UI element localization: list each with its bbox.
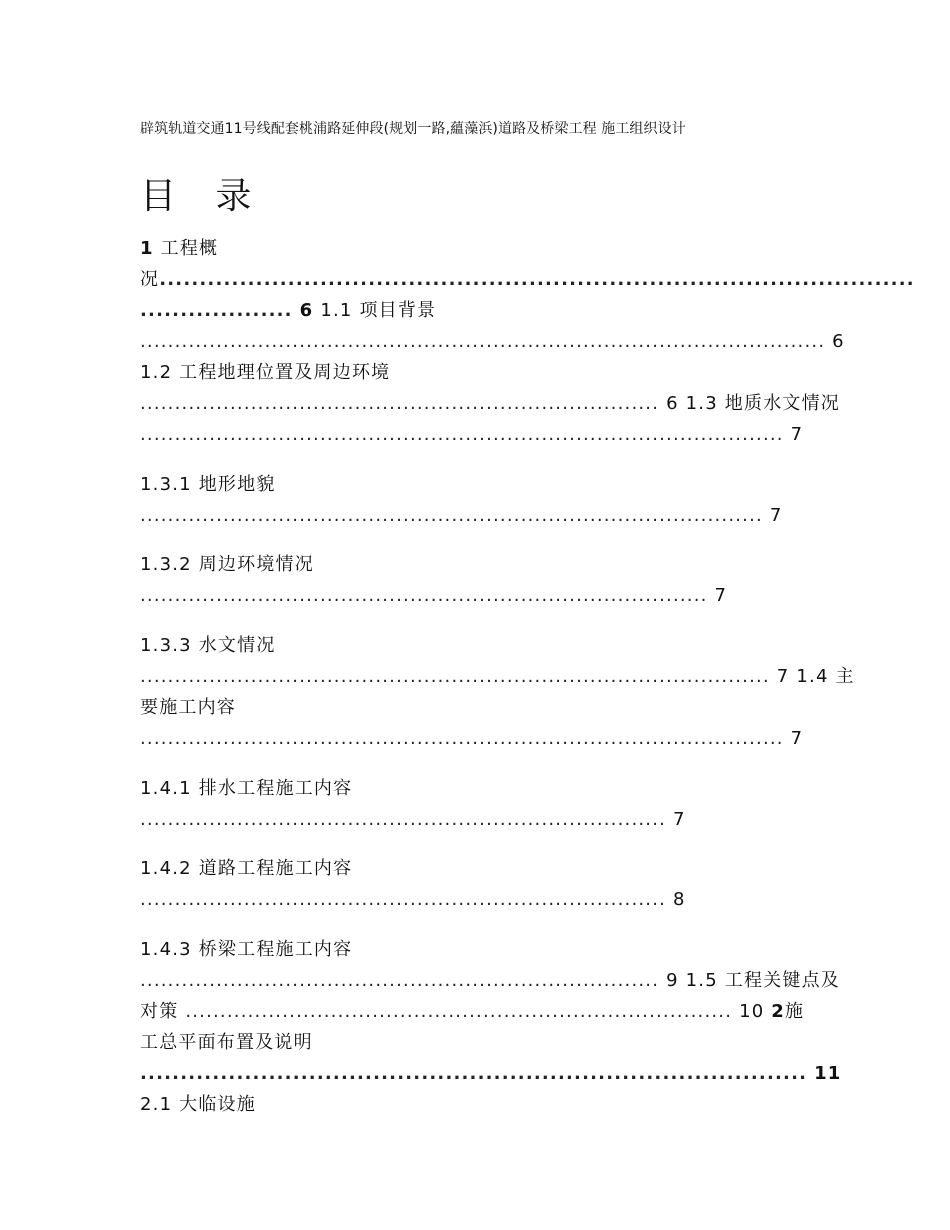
toc-page-number[interactable]: 7 <box>769 505 783 526</box>
toc-entry-label[interactable]: 1.1 项目背景 <box>320 300 437 321</box>
toc-entry-label[interactable]: 1.3.3 水文情况 <box>140 635 276 656</box>
toc-page-number[interactable]: 7 <box>714 585 728 606</box>
toc-line <box>140 473 276 497</box>
toc-line <box>140 938 352 962</box>
toc-line <box>140 423 803 447</box>
toc-line <box>140 665 855 689</box>
leader-dots: ............................................................................ <box>140 889 667 910</box>
toc-entry-label[interactable]: 1.2 工程地理位置及周边环境 <box>140 362 391 383</box>
toc-line <box>140 634 276 658</box>
toc-line <box>140 808 686 832</box>
toc-entry-label[interactable]: 况 <box>140 269 160 290</box>
toc-chapter-number: 1 <box>140 238 154 259</box>
toc-line <box>140 888 686 912</box>
toc-entry-label[interactable]: 工总平面布置及说明 <box>140 1032 313 1053</box>
toc-line <box>140 584 727 608</box>
toc-page-number[interactable]: 6 <box>666 393 679 414</box>
toc-line <box>140 857 352 881</box>
toc-entry-label[interactable]: 1.4.1 排水工程施工内容 <box>140 778 353 799</box>
toc-page-number[interactable]: 9 <box>666 970 679 991</box>
toc-entry-label[interactable]: 施 <box>785 1001 805 1022</box>
toc-line <box>140 1093 256 1117</box>
leader-dots: ............................................................................................. <box>140 728 784 749</box>
toc-entry-label[interactable]: 1.5 工程关键点及 <box>685 970 840 991</box>
toc-page-number[interactable]: 6 <box>832 331 845 352</box>
toc-page-number[interactable]: 8 <box>672 889 686 910</box>
toc-line <box>140 299 436 323</box>
leader-dots: ............................................................................................. <box>140 424 784 445</box>
leader-dots: ........................................................................... <box>140 970 660 991</box>
toc-line <box>140 1000 804 1024</box>
toc-title: 目 录 <box>140 176 266 217</box>
toc-line <box>140 969 840 993</box>
toc-entry-label[interactable]: 1.3.1 地形地貌 <box>140 474 276 495</box>
toc-entry-label[interactable]: 2.1 大临设施 <box>140 1094 256 1115</box>
toc-page-number[interactable]: 6 <box>299 300 314 321</box>
leader-dots: ........................................................................................... <box>140 666 770 687</box>
toc-page-number[interactable]: 10 <box>739 1001 765 1022</box>
toc-line <box>140 1031 313 1055</box>
leader-dots: .............................................................................................. <box>159 269 915 290</box>
toc-line <box>140 237 218 261</box>
toc-entry-label[interactable]: 1.3 地质水文情况 <box>685 393 840 414</box>
toc-line <box>140 504 783 528</box>
toc-line <box>140 696 236 720</box>
toc-entry-label[interactable]: 1.3.2 周边环境情况 <box>140 554 314 575</box>
toc-line <box>140 777 352 801</box>
toc-page-number[interactable]: 11 <box>814 1063 842 1084</box>
leader-dots: .......................................................................................... <box>140 505 763 526</box>
toc-page-number[interactable]: 7 <box>790 424 804 445</box>
leader-dots: ............................................................................ <box>140 809 667 830</box>
toc-line <box>140 361 390 385</box>
leader-dots: ................... <box>140 300 293 321</box>
toc-page-number[interactable]: 7 <box>776 666 790 687</box>
toc-entry-label[interactable]: 要施工内容 <box>140 697 236 718</box>
toc-chapter-number: 2 <box>771 1001 786 1022</box>
leader-dots: ........................................................................... <box>140 393 660 414</box>
leader-dots: ................................................................................... <box>140 1063 808 1084</box>
page-header: 辟筑轨道交通11号线配套桃浦路延伸段(规划一路,蘊藻浜)道路及桥梁工程 施工组织设计 <box>140 121 686 137</box>
leader-dots: .................................................................................. <box>140 585 708 606</box>
leader-dots: ............................................................................... <box>185 1001 733 1022</box>
toc-entry-label[interactable]: 对策 <box>140 1001 179 1022</box>
toc-line <box>140 268 915 292</box>
toc-entry-label[interactable]: 工程概 <box>160 238 219 259</box>
toc-line <box>140 553 314 577</box>
toc-entry-label[interactable]: 1.4.3 桥梁工程施工内容 <box>140 939 353 960</box>
leader-dots: ................................................................................................... <box>140 331 826 352</box>
toc-page-number[interactable]: 7 <box>790 728 804 749</box>
toc-line <box>140 392 840 416</box>
toc-entry-label[interactable]: 1.4.2 道路工程施工内容 <box>140 858 353 879</box>
toc-page-number[interactable]: 7 <box>672 809 686 830</box>
toc-line <box>140 1062 842 1086</box>
toc-entry-label[interactable]: 1.4 主 <box>796 666 855 687</box>
toc-line <box>140 727 803 751</box>
toc-line <box>140 330 845 354</box>
